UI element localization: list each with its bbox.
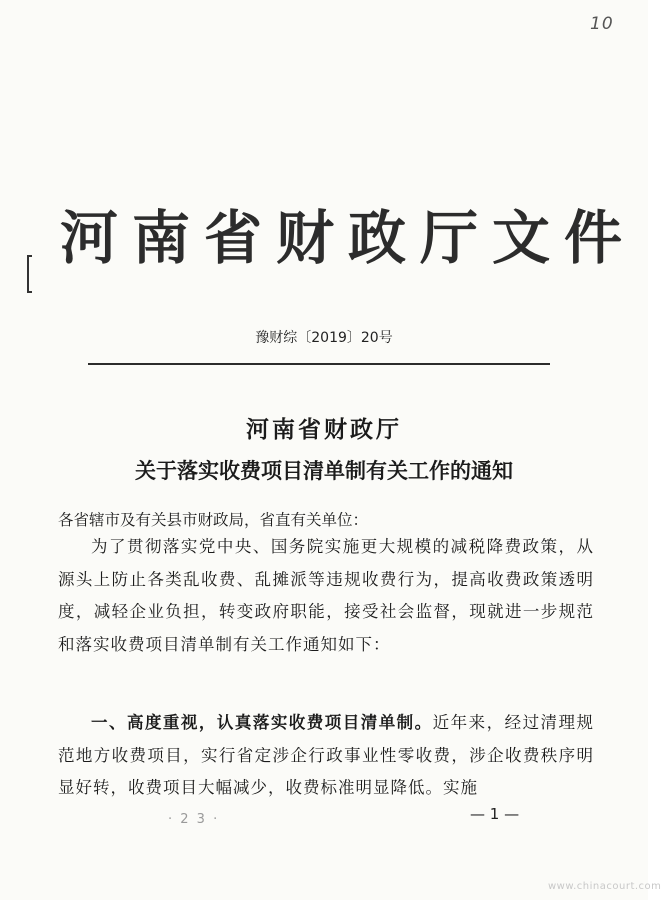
scan-bracket-mark [27,255,34,293]
scan-smudge: · 2 3 · [168,812,220,827]
notice-title: 关于落实收费项目清单制有关工作的通知 [135,458,513,483]
body-paragraph-2 [58,707,594,805]
body-paragraph-2-text: 近年来，经过清理规范地方收费项目，实行省定涉企行政事业性零收费，涉企收费秩序明显好转，收费项目大幅减少，收费标准明显降低。实施 [58,713,595,797]
document-header-title: 河南省财政厅文件 [60,204,637,272]
body-paragraph-1: 为了贯彻落实党中央、国务院实施更大规模的减税降费政策，从源头上防止各类乱收费、乱摊派等违规收费行为，提高收费政策透明度，减轻企业负担，转变政府职能，接受社会监督，现就进一步规范和落实收费项目清单制有关工作通知如下： [58,537,594,654]
notice-issuer: 河南省财政厅 [246,416,402,443]
handwritten-page-mark: 10 [590,14,614,34]
watermark-text: www.chinacourt.com [548,881,661,892]
header-divider [88,363,550,365]
document-number: 豫财综〔2019〕20号 [255,330,393,346]
page-number: — 1 — [470,805,520,823]
section-heading-1: 一、高度重视，认真落实收费项目清单制。 [91,713,433,732]
salutation: 各省辖市及有关县市财政局，省直有关单位： [58,511,369,529]
